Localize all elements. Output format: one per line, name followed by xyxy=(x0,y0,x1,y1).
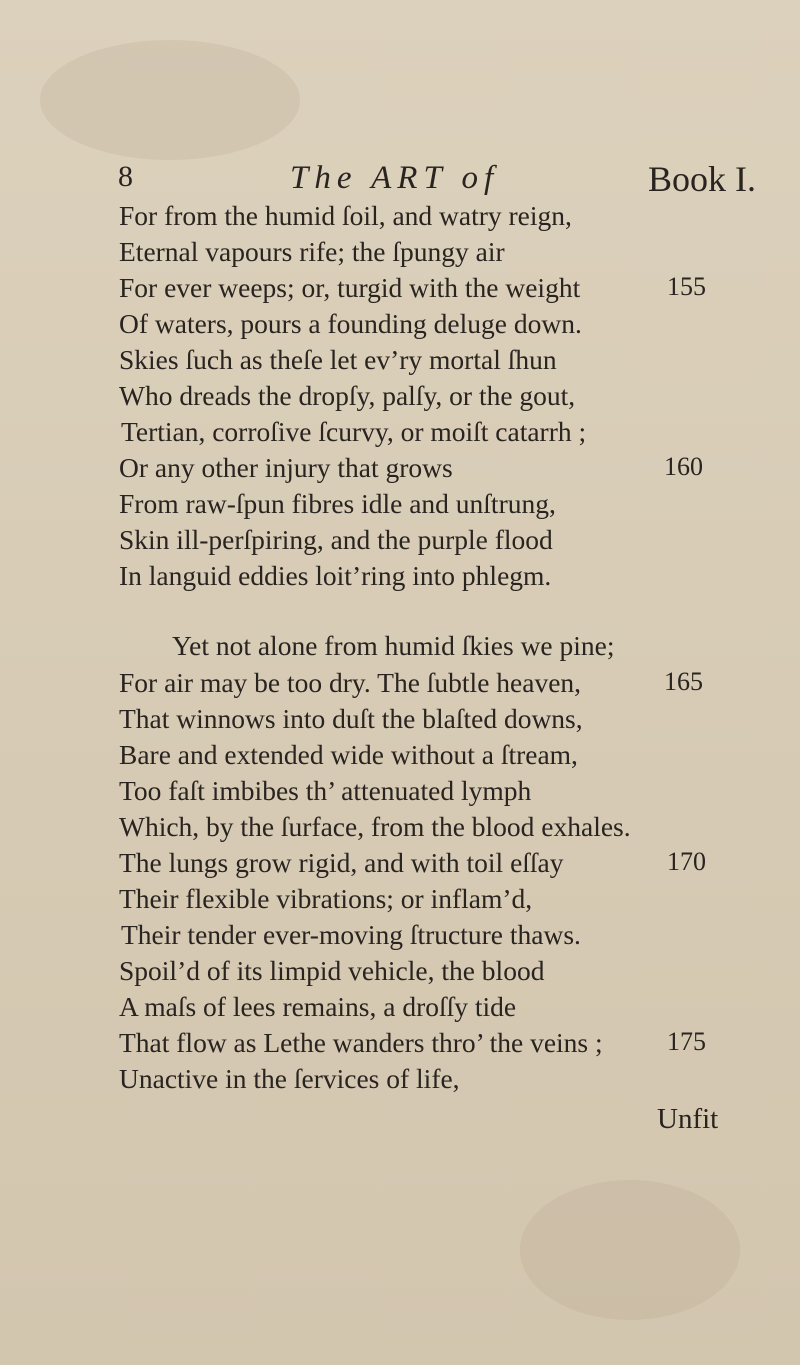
verse-text: That flow as Lethe wanders thro’ the veins ; xyxy=(119,1027,603,1058)
paper-stain xyxy=(40,40,300,160)
verse-text: Or any other injury that grows xyxy=(119,452,453,483)
verse-text: That winnows into duſt the blaſted downs, xyxy=(119,703,583,734)
verse-text: In languid eddies loit’ring into phlegm. xyxy=(119,560,552,591)
verse-text: From raw-ſpun fibres idle and unſtrung, xyxy=(119,488,556,519)
verse-text: Skin ill-perſpiring, and the purple flood xyxy=(119,524,553,555)
paper-stain xyxy=(520,1180,740,1320)
catchword: Unfit xyxy=(657,1103,719,1135)
verse-text: Tertian, corroſive ſcurvy, or moiſt catarrh ; xyxy=(121,416,587,447)
verse-text: Their tender ever-moving ſtructure thaws. xyxy=(121,919,581,950)
verse-text: Unactive in the ſervices of life, xyxy=(119,1063,460,1094)
verse-text: For from the humid ſoil, and watry reign, xyxy=(119,200,572,231)
verse-text: Who dreads the dropſy, palſy, or the gout, xyxy=(119,380,576,411)
verse-text: Too faſt imbibes th’ attenuated lymph xyxy=(119,775,532,806)
book-label: Book I. xyxy=(648,159,756,199)
line-number: 160 xyxy=(664,452,703,481)
verse-text: Eternal vapours rife; the ſpungy air xyxy=(119,236,505,267)
running-title: The ART of xyxy=(290,160,500,196)
verse-text: Bare and extended wide without a ſtream, xyxy=(119,739,578,770)
line-number: 155 xyxy=(667,272,706,301)
verse-text: Their flexible vibrations; or inflam’d, xyxy=(119,883,533,914)
page-number: 8 xyxy=(118,160,133,193)
verse-text: Of waters, pours a founding deluge down. xyxy=(119,308,582,339)
verse-text: Which, by the ſurface, from the blood exhales. xyxy=(119,811,631,842)
verse-text: For ever weeps; or, turgid with the weight xyxy=(119,272,581,303)
verse-text: Spoil’d of its limpid vehicle, the blood xyxy=(119,955,545,986)
verse-text: The lungs grow rigid, and with toil eſſay xyxy=(119,847,564,878)
line-number: 175 xyxy=(667,1027,706,1056)
verse-text: Skies ſuch as theſe let ev’ry mortal ſhun xyxy=(119,344,557,375)
line-number: 170 xyxy=(667,847,706,876)
verse-text: For air may be too dry. The ſubtle heaven, xyxy=(119,667,582,698)
verse-text: A maſs of lees remains, a droſſy tide xyxy=(119,991,517,1022)
line-number: 165 xyxy=(664,667,703,696)
verse-text: Yet not alone from humid ſkies we pine; xyxy=(172,630,615,661)
